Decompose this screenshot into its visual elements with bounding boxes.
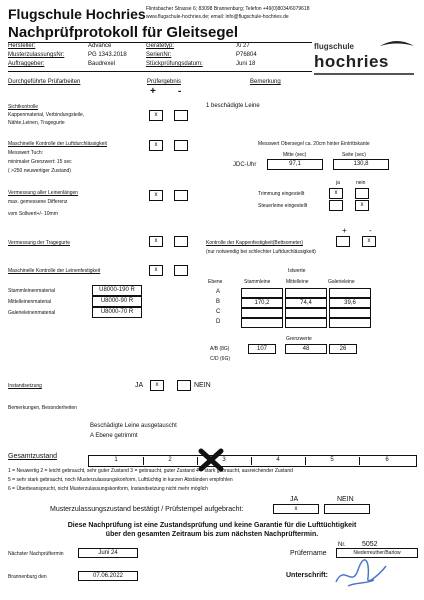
leinenfest-minus-checkbox[interactable] (174, 265, 188, 276)
naechster-field[interactable]: Juni 24 (78, 548, 138, 558)
row-d-galerie[interactable] (329, 318, 371, 328)
sichtkontrolle-plus-checkbox[interactable]: x (149, 110, 163, 121)
luft-desc1: Messwert Tuch: (8, 150, 44, 156)
gesamt-legend1: 1 = Neuwertig 2 = leicht gebraucht, sehr guter Zustand 3 = gebraucht, guter Zustand 4 = stark gebraucht, ausreichender Zustand (8, 468, 293, 474)
ab-label: A/B (8G) (210, 346, 230, 352)
kappen-minus-checkbox[interactable]: x (362, 236, 376, 247)
trimmung-nein-checkbox[interactable] (355, 188, 369, 199)
col-bemerkung: Bemerkung (250, 79, 281, 85)
naechster-label: Nächster Nachprüftermin (8, 551, 64, 557)
row-a-mittel[interactable] (285, 288, 327, 298)
tragegurte-plus-checkbox[interactable]: x (149, 236, 163, 247)
leinenfest-title: Maschinelle Kontrolle der Leinenfestigkeit (8, 268, 101, 274)
row-d-mittel[interactable] (285, 318, 327, 328)
auftrag-label: Auftraggeber: (8, 61, 45, 67)
sichtkontrolle-title: Sichtkontrolle (8, 104, 39, 110)
row-ebene-d: D (216, 319, 221, 325)
trimmung-label: Trimmung eingestellt (258, 191, 305, 197)
logo-underline (314, 73, 414, 75)
material-field-mittel[interactable]: U8000-90 R (92, 296, 142, 307)
address-line-2: www.flugschule-hochries.de; email: info@flugschule-hochries.de (146, 14, 289, 20)
sichtkontrolle-remark: 1 beschädigte Leine (206, 103, 260, 109)
geraetetyp-value: Xi 27 (236, 43, 250, 49)
row-ebene-b: B (216, 299, 221, 305)
row-a-stamm[interactable] (241, 288, 283, 298)
pruefername-field[interactable]: Niederreuther/Barlow (336, 548, 418, 558)
scale-2[interactable]: 2 (143, 457, 198, 465)
signature-icon (330, 552, 390, 592)
material-field-stamm[interactable]: U8000-190 R (92, 285, 142, 296)
info-block (8, 42, 312, 72)
glider-icon (378, 36, 416, 50)
muster-label: MusterzulassungsNr: (8, 52, 65, 58)
cd-label: C/D (6G) (210, 356, 230, 362)
material-label-mittel: Mittelleinenmaterial (8, 299, 52, 305)
bestaetigt-label: Musterzulassungszustand bestätigt / Prüfstempel aufgebracht: (50, 506, 244, 513)
auftrag-value: Baudrexel (88, 61, 116, 67)
row-b-stamm[interactable]: 170,2 (241, 298, 283, 308)
luft-remark: Messwert Obersegel ca. 20cm hinter Eintrittskante (258, 141, 370, 147)
mittelleine-label: Mittelleine (286, 279, 309, 285)
luft-mitte-field[interactable]: 97,1 (267, 159, 323, 170)
document-title: Nachprüfprotokoll für Gleitsegel (8, 24, 239, 41)
luft-desc2: minimaler Grenzwert: 15 sec (8, 159, 72, 165)
luft-desc3: ( >250 neuwertiger Zustand) (8, 168, 71, 174)
gesamt-legend3: 6 = Überbeansprucht, nicht Musterzulassungskonform, Instandsetzung nicht mehr möglich (8, 486, 208, 492)
tragegurte-title: Vermessung der Tragegurte (8, 240, 70, 246)
leinen-plus-checkbox[interactable]: x (149, 190, 163, 201)
row-b-mittel[interactable]: 74,4 (285, 298, 327, 308)
ab-mittel[interactable]: 48 (285, 344, 327, 354)
row-a-galerie[interactable] (329, 288, 371, 298)
luft-device: JDC-Uhr (233, 162, 257, 168)
scale-6[interactable]: 6 (385, 457, 389, 463)
logo-bottom-text: hochries (314, 52, 389, 71)
col-ergebnis: Prüfergebnis (147, 79, 182, 85)
kappen-plus-sign: + (342, 226, 347, 235)
gesamt-scale (88, 455, 417, 467)
ort-label: Brannenburg den (8, 574, 47, 580)
kappenfestigkeit-label: Kontrolle der Kappenfestigkeit(Bettsometer) (206, 240, 303, 246)
leinenfest-plus-checkbox[interactable]: x (149, 265, 163, 276)
disclaimer-line1: Diese Nachprüfung ist eine Zustandsprüfung und keine Garantie für die Lufttüchtigkeit (67, 522, 357, 529)
gesamtzustand-title: Gesamtzustand (8, 453, 58, 460)
col-plus: + (150, 86, 156, 97)
ab-stamm[interactable]: 107 (248, 344, 276, 354)
instand-nein-label: NEIN (194, 382, 211, 389)
luft-plus-checkbox[interactable]: x (149, 140, 163, 151)
material-field-galerie[interactable]: U8000-70 R (92, 307, 142, 318)
disclaimer-line2: über den gesamten Zeitraum bis zum nächsten Nachprüftermin. (105, 531, 319, 538)
instandsetzung-title: Instandsetzung (8, 383, 42, 389)
scale-1[interactable]: 1 (89, 457, 144, 465)
leinen-minus-checkbox[interactable] (174, 190, 188, 201)
hersteller-value: Advance (88, 43, 112, 49)
pruefername-label: Prüfername (290, 550, 327, 557)
steuerleine-ja-checkbox[interactable] (329, 200, 343, 211)
col-minus: - (178, 86, 182, 97)
istwerte-label: Istwerte (288, 268, 306, 274)
scale-5[interactable]: 5 (305, 457, 360, 465)
instand-ja-label: JA (135, 382, 144, 389)
grenzwerte-label: Grenzwerte (286, 336, 312, 342)
datum-value: Juni 18 (236, 61, 256, 67)
sichtkontrolle-desc2: Nähte,Leinen, Tragegurte (8, 120, 65, 126)
leinen-desc1: max. gemessene Differenz (8, 199, 68, 205)
galerieleine-label: Galerieleine (328, 279, 355, 285)
col-pruefarbeiten: Durchgeführte Prüfarbeiten (8, 79, 81, 85)
bemerkungen-line2: A Ebene getrimmt (90, 433, 138, 439)
geraetetyp-label: Gerätetyp: (146, 43, 175, 49)
leinen-title: Vermessung aller Leinenlängen (8, 190, 79, 196)
stammleine-label: Stammleine (244, 279, 271, 285)
bestaetigt-ja-field[interactable]: x (273, 504, 319, 514)
hersteller-label: Hersteller: (8, 43, 36, 49)
steuerleine-nein-checkbox[interactable]: x (355, 200, 369, 211)
bemerkungen-title: Bemerkungen, Besonderheiten (8, 405, 77, 411)
leinen-ja-label: ja (336, 180, 340, 186)
datum-label: Stückprüfungsdatum: (146, 61, 203, 67)
row-ebene-a: A (216, 289, 221, 295)
bestaetigt-nein-label: NEIN (337, 496, 354, 503)
bestaetigt-nein-field[interactable] (324, 504, 370, 514)
scale-4[interactable]: 4 (251, 457, 306, 465)
sichtkontrolle-desc1: Kappenmaterial, Verbindungsteile, (8, 112, 85, 118)
row-c-galerie[interactable] (329, 308, 371, 318)
datum-field[interactable]: 07.06.2022 (78, 571, 138, 581)
material-label-stamm: Stammleinenmaterial (8, 288, 55, 294)
kappen-minus-sign: - (369, 226, 372, 235)
steuerleine-label: Steuerleine eingestellt (258, 203, 308, 209)
info-border-bottom (8, 71, 312, 72)
scale-3[interactable]: 3 (197, 457, 252, 465)
nr-value: 5052 (362, 541, 378, 548)
gesamt-legend2: 5 = sehr stark gebraucht, noch Musterzulassungskonform, Lufttüchtig in kurzen Abständen empfohlen (8, 477, 233, 483)
nr-label: Nr. (338, 542, 346, 548)
luft-mitte-label: Mitte (sec) (283, 152, 307, 158)
company-name: Flugschule Hochries (8, 6, 146, 22)
serien-label: SerienNr: (146, 52, 172, 58)
bestaetigt-ja-label: JA (290, 496, 299, 503)
leinen-desc2: vom Sollwert+/- 10mm (8, 211, 58, 217)
luft-minus-checkbox[interactable] (174, 140, 188, 151)
ab-galerie[interactable]: 26 (329, 344, 357, 354)
luft-title: Maschinelle Kontrolle der Luftdurchlässigkeit (8, 141, 107, 147)
luft-seite-field[interactable]: 130,8 (333, 159, 389, 170)
trimmung-ja-checkbox[interactable]: x (329, 188, 343, 199)
row-c-stamm[interactable] (241, 308, 283, 318)
material-label-galerie: Galerieleinenmaterial (8, 310, 56, 316)
row-c-mittel[interactable] (285, 308, 327, 318)
instand-ja-checkbox[interactable]: x (150, 380, 164, 391)
kappen-plus-checkbox[interactable] (336, 236, 350, 247)
row-b-galerie[interactable]: 39,6 (329, 298, 371, 308)
ebene-label: Ebene (208, 279, 223, 285)
leinen-nein-label: nein (356, 180, 366, 186)
instand-nein-checkbox[interactable] (177, 380, 191, 391)
muster-value: PG 1343.2018 (88, 52, 127, 58)
bemerkungen-line1: Beschädigte Leine ausgetauscht (90, 423, 177, 429)
row-ebene-c: C (216, 309, 221, 315)
unterschrift-label: Unterschrift: (286, 572, 329, 579)
luft-seite-label: Seite (sec) (342, 152, 366, 158)
sichtkontrolle-minus-checkbox[interactable] (174, 110, 188, 121)
logo-top-text: flugschule (314, 42, 355, 51)
logo (314, 42, 418, 76)
serien-value: P76804 (236, 52, 257, 58)
address-line-1: Flintsbacher Strasse 6; 83098 Brannenburg; Telefon +49(0)8034/6079618 (146, 6, 310, 12)
tragegurte-minus-checkbox[interactable] (174, 236, 188, 247)
row-d-stamm[interactable] (241, 318, 283, 328)
kappenfestigkeit-note: (nur notwendig bei schlechter Luftdurchlässigkeit) (206, 249, 316, 255)
